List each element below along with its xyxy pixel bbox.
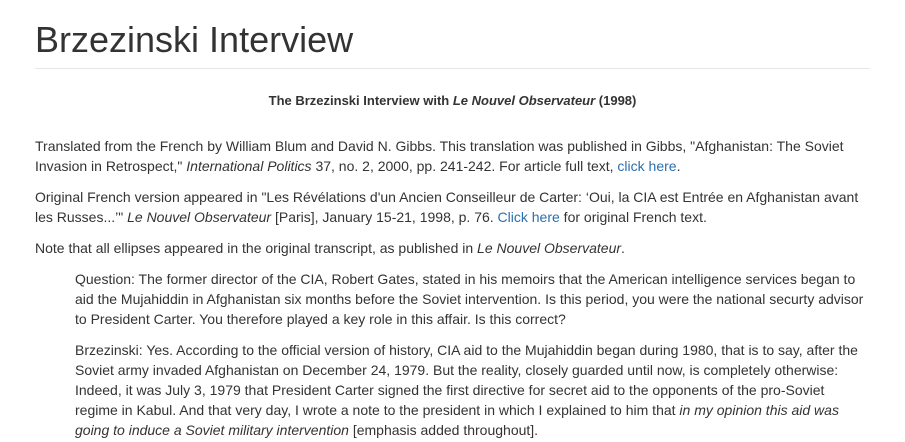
answer-text: Brzezinski: Yes. According to the official version of history, CIA aid to the Mujahiddin began during 1980, that is to say, after the Soviet army invaded Afghanistan on December 24, 1979. But the reality, closely guarded until now, is completely otherwise: Indeed, it was July 3, 1979 that President Carter signed the first directive for secret aid to the opponents of the pro-Soviet regime in Kabul. And that very day, I wrote a note to the president in which I explained to him that <box>75 342 858 418</box>
original-note-end: for original French text. <box>559 209 707 225</box>
ellipses-note-end: . <box>621 240 625 256</box>
ellipses-note-text: Note that all ellipses appeared in the original transcript, as published in <box>35 240 478 256</box>
journal-name: International Politics <box>186 158 312 174</box>
full-text-link[interactable]: click here <box>617 158 677 174</box>
original-note-text: Original French version appeared in "Les Révélations d'un Ancien Conseilleur de Carter: ‘Oui, la CIA est Entrée en Afghanistan avant les Russes...’" <box>35 189 859 225</box>
original-note-publication: Le Nouvel Observateur <box>127 209 272 225</box>
interview-question: Question: The former director of the CIA, Robert Gates, stated in his memoirs that the American intelligence services began to aid the Mujahiddin in Afghanistan six months before the Soviet intervention. Is this period, you were the national securty advisor to President Carter. You therefore played a key role in this affair. Is this correct? <box>75 271 864 327</box>
answer-emphasis: in my opinion this aid was going to induce a Soviet military intervention <box>75 402 839 438</box>
ellipses-note-publication: Le Nouvel Observateur <box>477 240 622 256</box>
interview-answer <box>75 340 870 440</box>
translation-note <box>35 136 870 176</box>
translation-note-end: . <box>676 158 681 174</box>
ellipses-note <box>35 238 870 258</box>
subtitle-suffix: (1998) <box>595 93 637 108</box>
page-title: Brzezinski Interview <box>35 0 870 69</box>
original-french-note <box>35 187 870 227</box>
interview-blockquote <box>75 269 870 440</box>
answer-text-end: [emphasis added throughout]. <box>348 422 539 438</box>
translation-note-text-2: 37, no. 2, 2000, pp. 241-242. For article full text, <box>311 158 618 174</box>
translation-note-text: Translated from the French by William Blum and David N. Gibbs. This translation was published in Gibbs, "Afghanistan: The Soviet Invasion in Retrospect," <box>35 138 844 174</box>
subtitle-prefix: The Brzezinski Interview with <box>268 93 453 108</box>
french-text-link[interactable]: Click here <box>497 209 560 225</box>
subtitle-publication: Le Nouvel Observateur <box>452 93 596 108</box>
original-note-text-2: [Paris], January 15-21, 1998, p. 76. <box>271 209 498 225</box>
interview-subtitle <box>35 92 870 110</box>
